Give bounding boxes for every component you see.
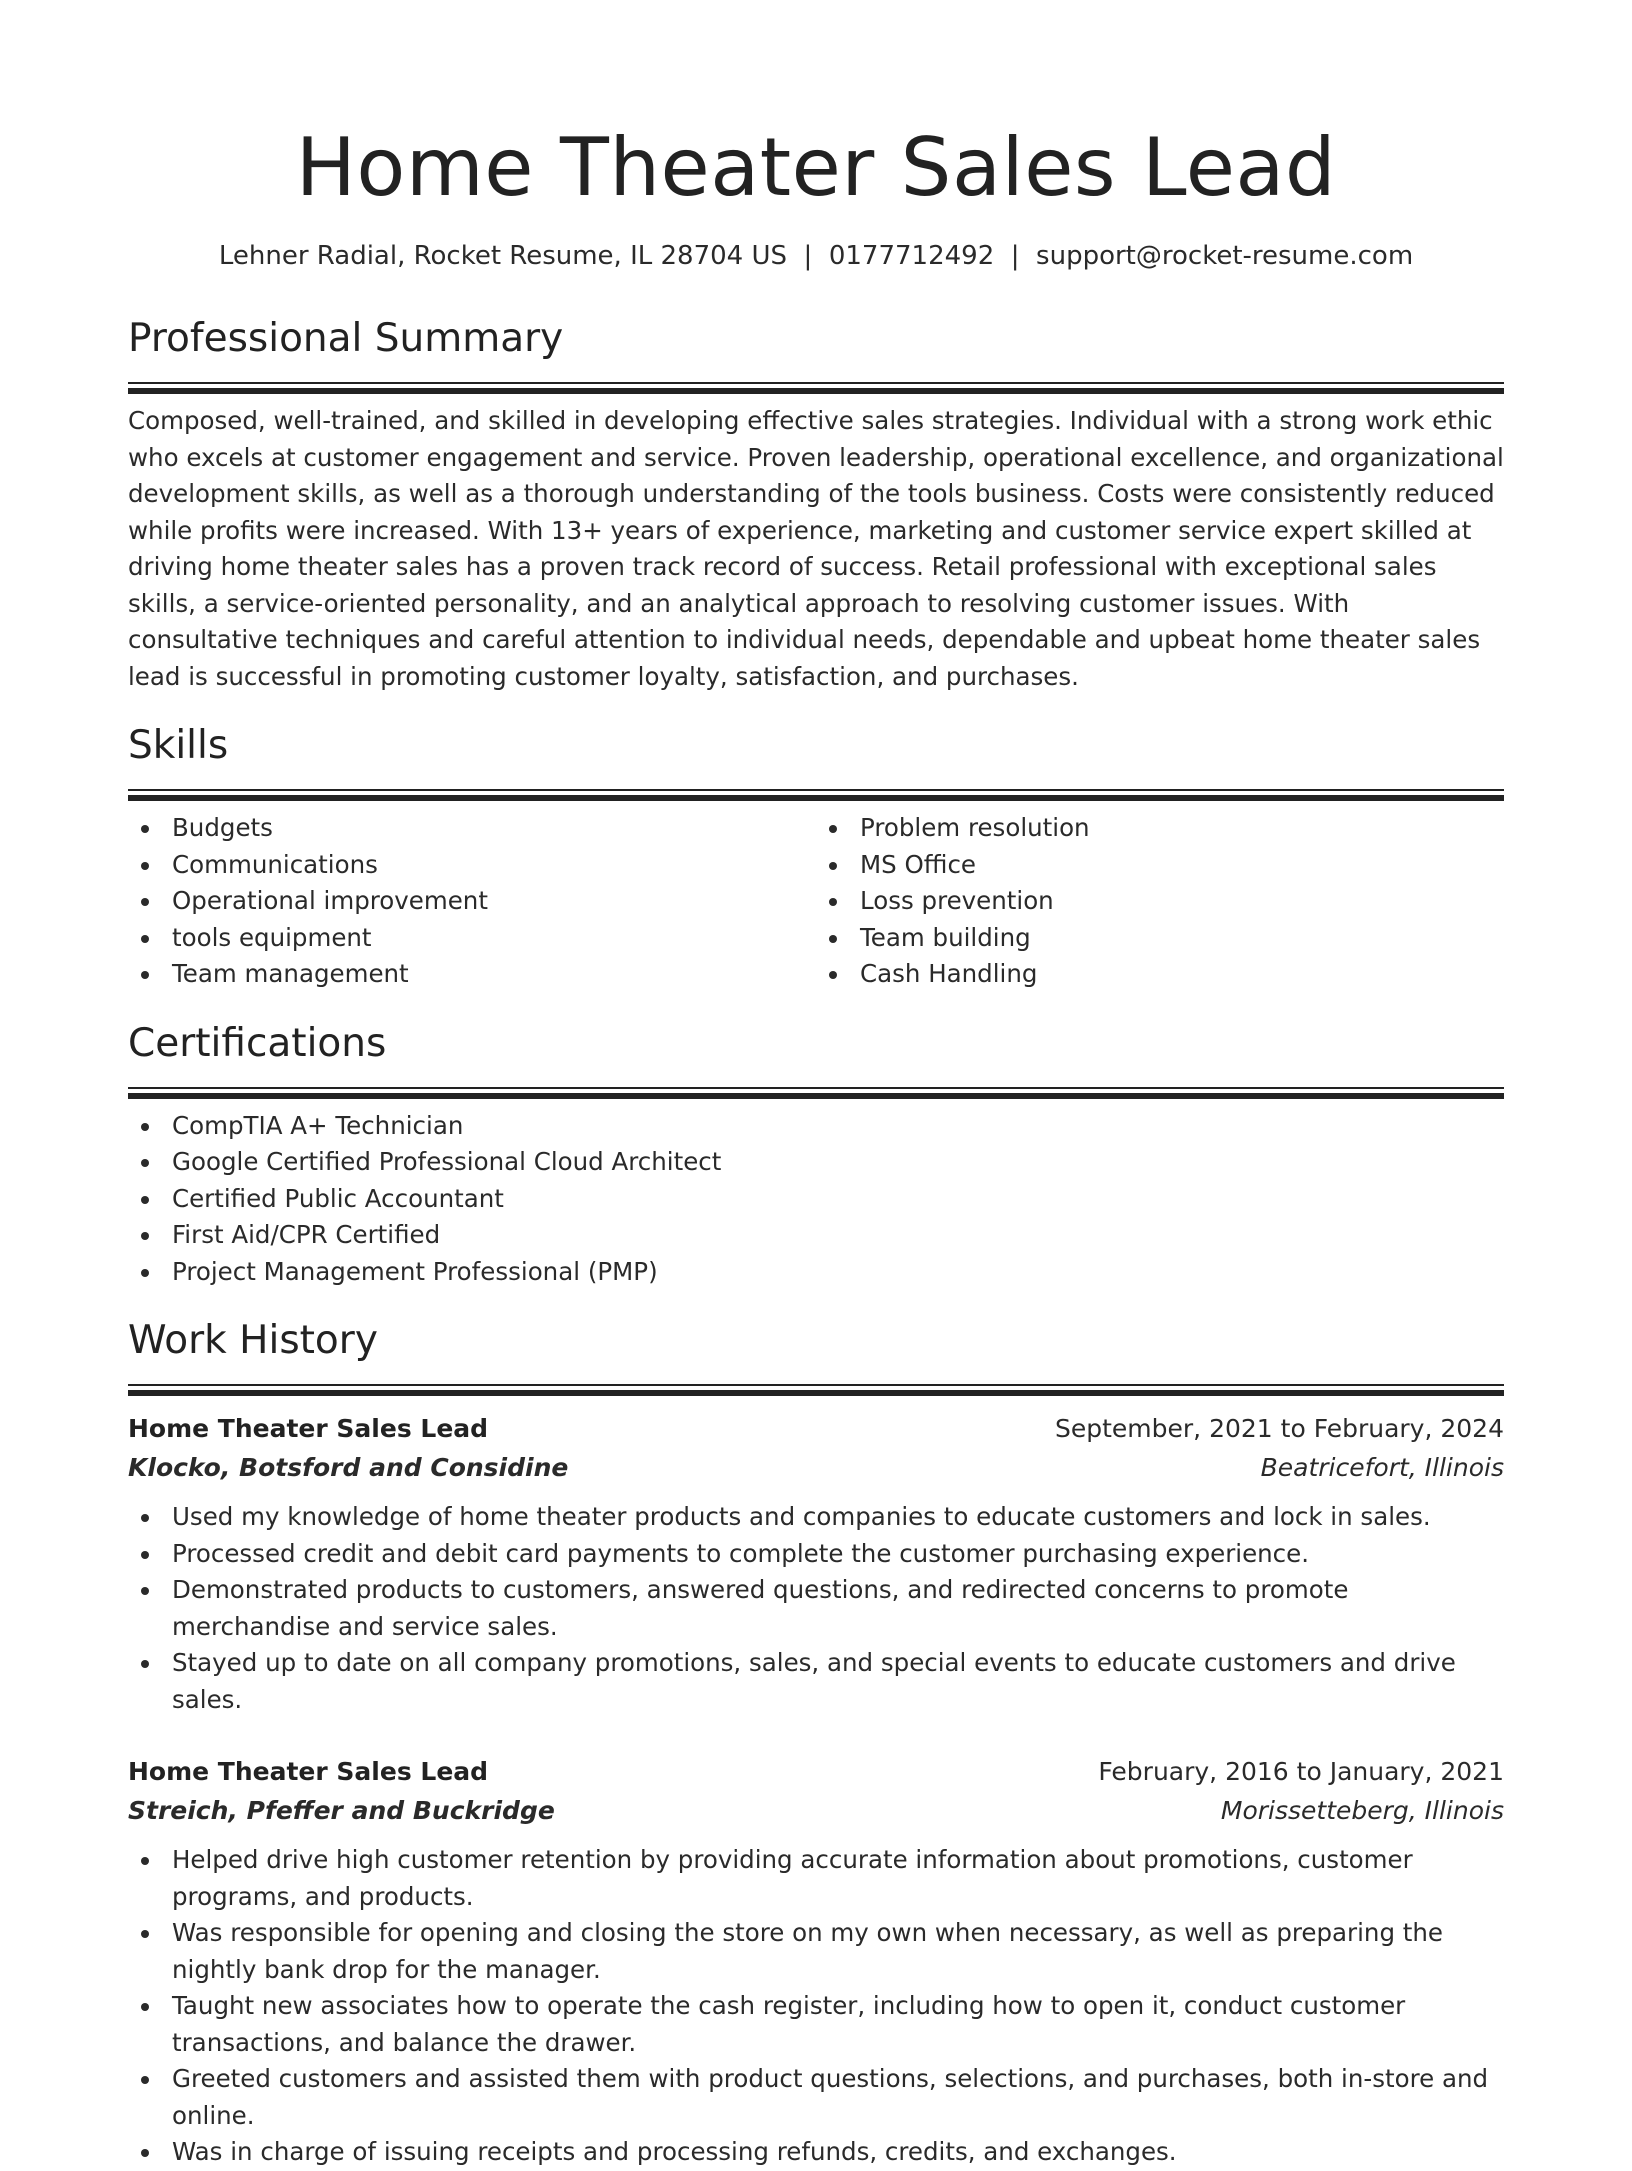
job-entry (128, 1752, 1504, 2171)
certification-item: CompTIA A+ Technician (128, 1108, 1504, 1145)
job-bullet: Taught new associates how to operate the cash register, including how to open it, conduct customer transactions, and balance the drawer. (128, 1988, 1504, 2061)
job-bullet: Used my knowledge of home theater products and companies to educate customers and lock in sales. (128, 1499, 1504, 1536)
job-bullet: Greeted customers and assisted them with product questions, selections, and purchases, both in-store and online. (128, 2061, 1504, 2134)
certification-item: Project Management Professional (PMP) (128, 1254, 1504, 1291)
job-company-row (128, 1791, 1504, 1830)
certification-item: Google Certified Professional Cloud Architect (128, 1144, 1504, 1181)
skill-item: Team building (816, 920, 1504, 957)
job-title: Home Theater Sales Lead (128, 1757, 489, 1786)
certification-item: Certified Public Accountant (128, 1181, 1504, 1218)
skills-list-right (816, 810, 1504, 993)
job-bullet: Processed credit and debit card payments to complete the customer purchasing experience. (128, 1536, 1504, 1573)
skill-item: Operational improvement (128, 883, 816, 920)
job-bullet: Was in charge of issuing receipts and processing refunds, credits, and exchanges. (128, 2134, 1504, 2171)
skills-columns (128, 800, 1504, 993)
summary-text: Composed, well-trained, and skilled in developing effective sales strategies. Individual with a strong work ethic who excels at customer engagement and service. Proven leadership, operational excellence, and organizational development skills, as well as a thorough understanding of the tools business. Costs were consistently reduced while profits were increased. With 13+ years of experience, marketing and customer service expert skilled at driving home theater sales has a proven track record of success. Retail professional with exceptional sales skills, a service-oriented personality, and an analytical approach to resolving customer issues. With consultative techniques and careful attention to individual needs, dependable and upbeat home theater sales lead is successful in promoting customer loyalty, satisfaction, and purchases. (128, 406, 1504, 691)
section-title-summary: Professional Summary (128, 316, 564, 361)
skill-item: Team management (128, 956, 816, 993)
job-company: Streich, Pfeffer and Buckridge (128, 1796, 555, 1825)
certification-item: First Aid/CPR Certified (128, 1217, 1504, 1254)
skill-item: Loss prevention (816, 883, 1504, 920)
job-bullet: Stayed up to date on all company promotions, sales, and special events to educate customers and drive sales. (128, 1645, 1504, 1718)
job-dates: February, 2016 to January, 2021 (1098, 1757, 1504, 1786)
skill-item: tools equipment (128, 920, 816, 957)
certifications-list (128, 1108, 1504, 1291)
job-bullets (128, 1842, 1504, 2171)
skill-item: Budgets (128, 810, 816, 847)
section-title-work-history: Work History (128, 1318, 378, 1363)
certifications-section (128, 1019, 1504, 1291)
resume-name: Home Theater Sales Lead (295, 121, 1337, 214)
skill-item: Problem resolution (816, 810, 1504, 847)
section-divider (128, 1384, 1504, 1395)
job-bullets (128, 1499, 1504, 1718)
job-location: Morissetteberg, Illinois (1220, 1796, 1504, 1825)
resume-content (128, 314, 1504, 2171)
job-bullet: Demonstrated products to customers, answered questions, and redirected concerns to promote merchandise and service sales. (128, 1572, 1504, 1645)
job-company-row (128, 1448, 1504, 1487)
skill-item: MS Office (816, 847, 1504, 884)
job-bullet: Was responsible for opening and closing the store on my own when necessary, as well as preparing the nightly bank drop for the manager. (128, 1915, 1504, 1988)
work-history-section (128, 1316, 1504, 2171)
section-title-certifications: Certifications (128, 1020, 387, 1066)
section-divider (128, 1087, 1504, 1098)
skill-item: Cash Handling (816, 956, 1504, 993)
job-location: Beatricefort, Illinois (1260, 1453, 1504, 1482)
job-title: Home Theater Sales Lead (128, 1414, 489, 1443)
skills-section (128, 721, 1504, 993)
job-header-row (128, 1409, 1504, 1448)
summary-section (128, 314, 1504, 695)
job-dates: September, 2021 to February, 2024 (1055, 1414, 1504, 1443)
section-divider (128, 382, 1504, 393)
skills-list-left (128, 810, 816, 993)
contact-line: Lehner Radial, Rocket Resume, IL 28704 US | 0177712492 | support@rocket-resume.com (218, 241, 1414, 271)
section-divider (128, 789, 1504, 800)
job-bullet: Helped drive high customer retention by providing accurate information about promotions, customer programs, and products. (128, 1842, 1504, 1915)
job-header-row (128, 1752, 1504, 1791)
skill-item: Communications (128, 847, 816, 884)
section-title-skills: Skills (128, 723, 229, 768)
job-company: Klocko, Botsford and Considine (128, 1453, 569, 1482)
job-entry (128, 1409, 1504, 1718)
